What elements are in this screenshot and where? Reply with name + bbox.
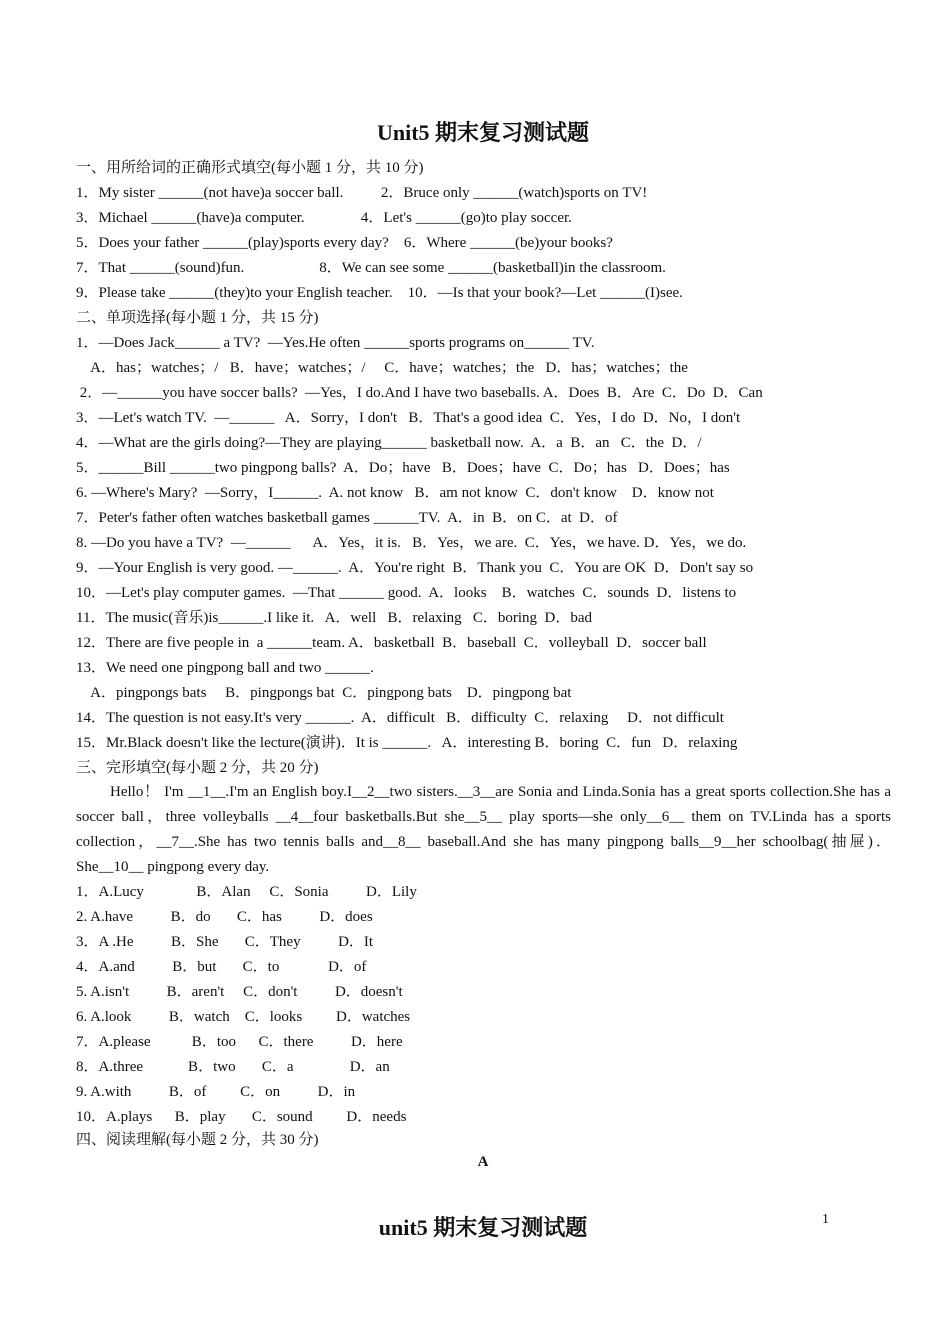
option-line-2: 2. A.have B．do C．has D．does	[76, 909, 373, 925]
question-line-25: 三、完形填空(每小题 2 分，共 20 分)	[76, 760, 319, 776]
question-line-1: 一、用所给词的正确形式填空(每小题 1 分，共 10 分)	[76, 160, 424, 176]
question-line-20: 12．There are five people in a ______team. A．basketball B．baseball C．volleyball D．soccer ball	[76, 635, 707, 651]
question-line-13: 5．______Bill ______two pingpong balls? A．Do；have B．Does；have C．Do；has D．Does；has	[76, 460, 730, 476]
option-line-7: 7．A.please B．too C．there D．here	[76, 1034, 403, 1050]
cloze-passage: Hello！ I'm __1__.I'm an English boy.I__2__two sisters.__3__are Sonia and Linda.Sonia has a great sports collection.She has a soccer ball，three volleyballs __4__four basketballs.But she__5__ play sports—she only__6__ them on TV.Linda has a sports collection，__7__.She has two tennis balls and__8__ baseball.And she has many pingpong balls__9__her schoolbag(抽屉)．She__10__ pingpong every day.	[76, 784, 891, 875]
question-line-3: 3．Michael ______(have)a computer. 4．Let's ______(go)to play soccer.	[76, 210, 572, 226]
question-line-8: 1．—Does Jack______ a TV? —Yes.He often ______sports programs on______ TV.	[76, 335, 595, 351]
option-line-5: 5. A.isn't B．aren't C．don't D．doesn't	[76, 984, 403, 1000]
option-line-1: 1．A.Lucy B．Alan C．Sonia D．Lily	[76, 884, 417, 900]
question-line-15: 7．Peter's father often watches basketball games ______TV. A．in B．on C．at D．of	[76, 510, 618, 526]
option-line-8: 8．A.three B．two C．a D．an	[76, 1059, 390, 1075]
question-line-5: 7．That ______(sound)fun. 8．We can see some ______(basketball)in the classroom.	[76, 260, 666, 276]
option-line-9: 9. A.with B．of C．on D．in	[76, 1084, 356, 1100]
option-line-10: 10．A.plays B．play C．sound D．needs	[76, 1109, 407, 1125]
question-line-16: 8. —Do you have a TV? —______ A．Yes，it is. B．Yes，we are. C．Yes，we have. D．Yes，we do.	[76, 535, 747, 551]
question-line-21: 13．We need one pingpong ball and two ______.	[76, 660, 374, 676]
option-line-6: 6. A.look B．watch C．looks D．watches	[76, 1009, 411, 1025]
question-line-18: 10．—Let's play computer games. —That ______ good. A．looks B．watches C．sounds D．listens to	[76, 585, 737, 601]
option-line-3: 3．A .He B．She C．They D．It	[76, 934, 374, 950]
question-line-24: 15．Mr.Black doesn't like the lecture(演讲)．It is ______. A．interesting B．boring C．fun D．relaxing	[76, 735, 738, 751]
footer-title: unit5 期末复习测试题	[378, 1215, 588, 1240]
question-line-9: A．has；watches；/ B．have；watches；/ C．have；watches；the D．has；watches；the	[76, 360, 688, 376]
question-line-23: 14．The question is not easy.It's very ______. A．difficult B．difficulty C．relaxing D．not difficult	[76, 710, 724, 726]
question-line-6: 9．Please take ______(they)to your English teacher. 10．—Is that your book?—Let ______(I)see.	[76, 285, 683, 301]
option-line-4: 4．A.and B．but C．to D．of	[76, 959, 367, 975]
question-line-11: 3．—Let's watch TV. —______ A．Sorry，I don't B．That's a good idea C．Yes，I do D．No，I don't	[76, 410, 741, 426]
question-line-14: 6. —Where's Mary? —Sorry，I______. A. not know B．am not know C．don't know D．know not	[76, 485, 714, 501]
question-line-2: 1．My sister ______(not have)a soccer ball. 2．Bruce only ______(watch)sports on TV!	[76, 185, 648, 201]
question-line-10: 2．—______you have soccer balls? —Yes，I do.And I have two baseballs. A．Does B．Are C．Do D．Can	[76, 385, 763, 401]
page-title: Unit5 期末复习测试题	[376, 120, 590, 145]
question-line-7: 二、单项选择(每小题 1 分，共 15 分)	[76, 310, 319, 326]
reading-section-header: 四、阅读理解(每小题 2 分，共 30 分)	[76, 1132, 319, 1148]
question-line-12: 4．—What are the girls doing?—They are playing______ basketball now. A．a B．an C．the D．/	[76, 435, 702, 451]
passage-label: A	[477, 1154, 489, 1170]
question-line-19: 11．The music(音乐)is______.I like it. A．well B．relaxing C．boring D．bad	[76, 610, 593, 626]
question-line-17: 9．—Your English is very good. —______. A．You're right B．Thank you C．You are OK D．Don't say so	[76, 560, 754, 576]
question-line-4: 5．Does your father ______(play)sports every day? 6．Where ______(be)your books?	[76, 235, 613, 251]
question-line-22: A．pingpongs bats B．pingpongs bat C．pingpong bats D．pingpong bat	[76, 685, 572, 701]
page-number: 1	[822, 1212, 829, 1227]
